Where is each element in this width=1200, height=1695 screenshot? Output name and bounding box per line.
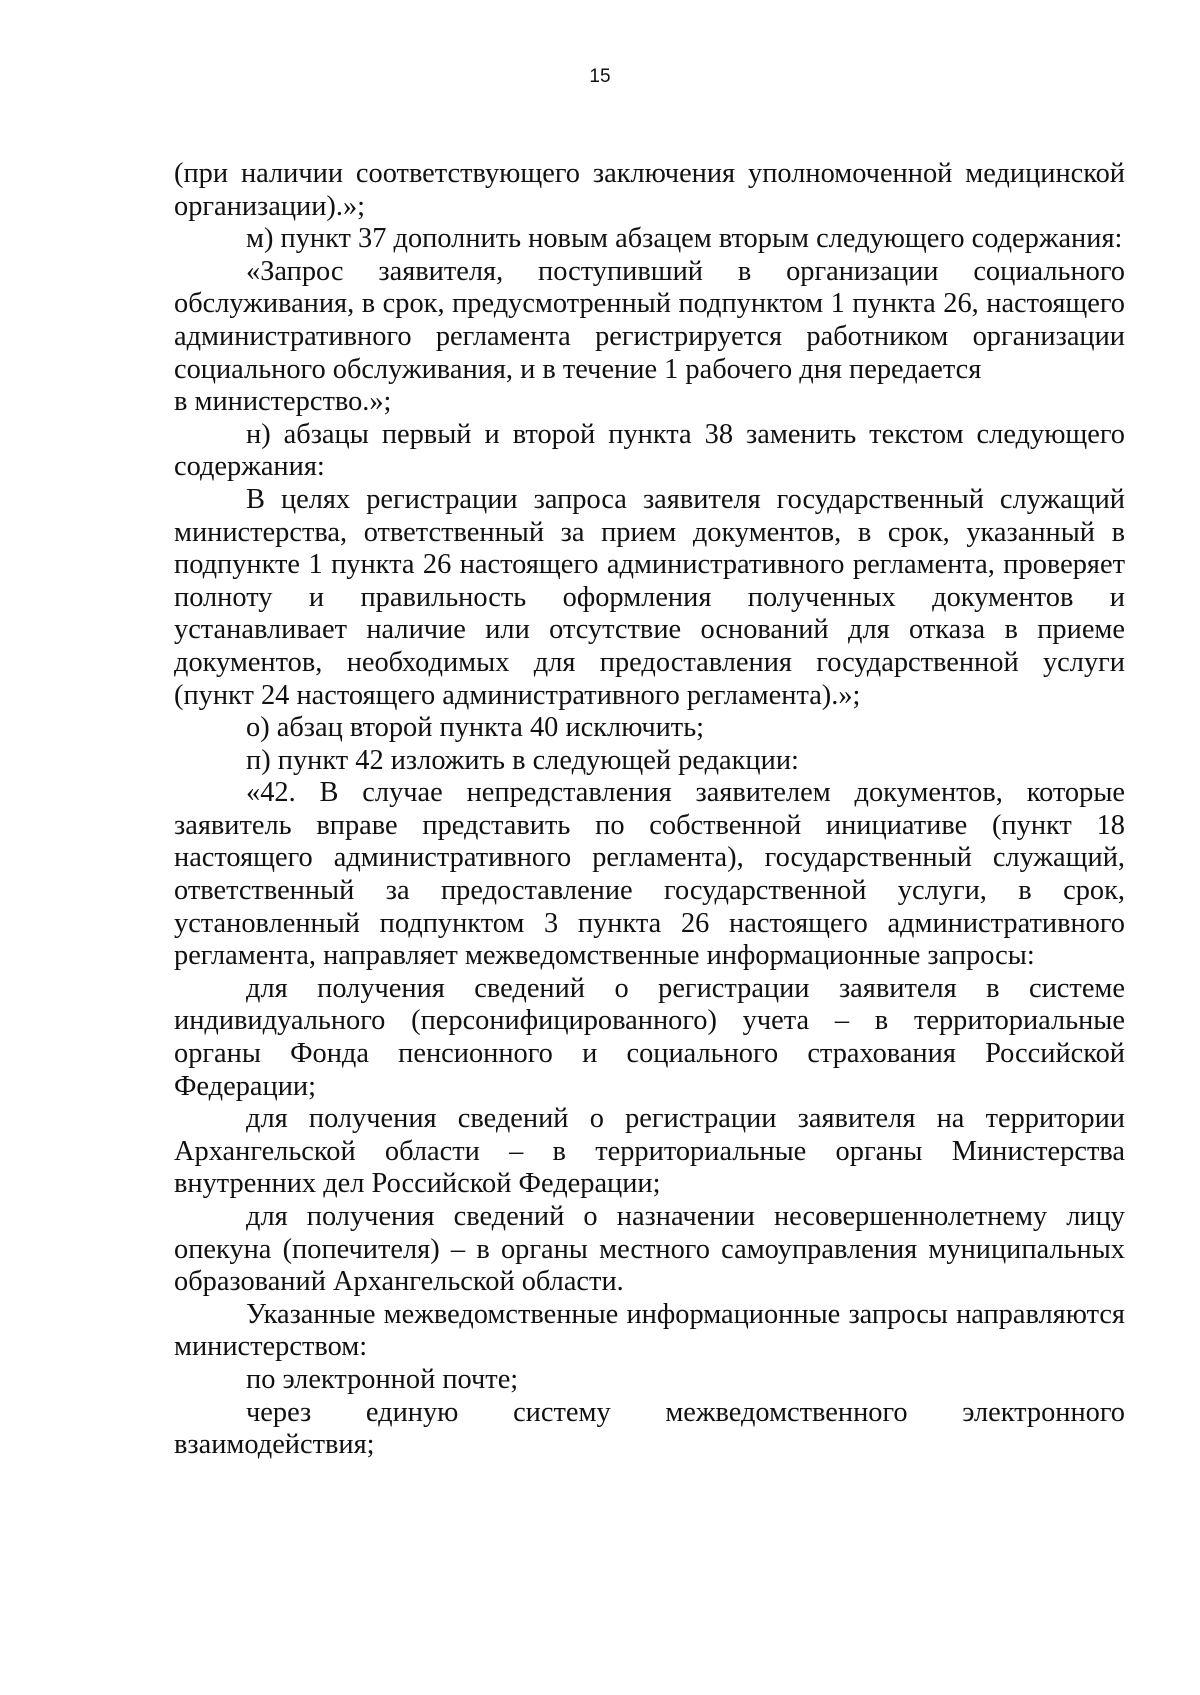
- paragraph: для получения сведений о регистрации заявителя на территории Архангельской области – в территориальные органы Министерства внутренних дел Российской Федерации;: [174, 1103, 1125, 1200]
- document-body: [174, 158, 1125, 1462]
- paragraph: «Запрос заявителя, поступивший в организации социального обслуживания, в срок, предусмотренный подпунктом 1 пункта 26, настоящего административного регламента регистрируется работником организации социального обслуживания, и в течение 1 рабочего дня передается: [174, 255, 1125, 385]
- paragraph: в министерство.»;: [174, 386, 392, 418]
- paragraph: (при наличии соответствующего заключения уполномоченной медицинской организации).»;: [174, 158, 1125, 222]
- paragraph: через единую систему межведомственного электронного взаимодействия;: [174, 1396, 1125, 1461]
- paragraph: н) абзацы первый и второй пункта 38 заменить текстом следующего содержания:: [174, 418, 1125, 483]
- paragraph: о) абзац второй пункта 40 исключить;: [246, 712, 705, 744]
- paragraph: м) пункт 37 дополнить новым абзацем вторым следующего содержания:: [246, 223, 1123, 255]
- paragraph: для получения сведений о назначении несовершеннолетнему лицу опекуна (попечителя) – в органы местного самоуправления муниципальных образований Архангельской области.: [174, 1201, 1125, 1298]
- paragraph: В целях регистрации запроса заявителя государственный служащий министерства, ответственный за прием документов, в срок, указанный в подпункте 1 пункта 26 настоящего административного регламента, проверяет полноту и правильность оформления полученных документов и устанавливает наличие или отсутствие оснований для отказа в приеме документов, необходимых для предоставления государственной услуги (пункт 24 настоящего административного регламента).»;: [174, 483, 1125, 711]
- paragraph: «42. В случае непредставления заявителем документов, которые заявитель вправе представить по собственной инициативе (пункт 18 настоящего административного регламента), государственный служащий, ответственный за предоставление государственной услуги, в срок, установленный подпунктом 3 пункта 26 настоящего административного регламента, направляет межведомственные информационные запросы:: [174, 777, 1125, 972]
- paragraph: по электронной почте;: [246, 1363, 519, 1395]
- paragraph: для получения сведений о регистрации заявителя в системе индивидуального (персонифицированного) учета – в территориальные органы Фонда пенсионного и социального страхования Российской Федерации;: [174, 972, 1125, 1102]
- paragraph: п) пункт 42 изложить в следующей редакции:: [246, 744, 799, 776]
- page-number: 15: [589, 66, 611, 87]
- paragraph: Указанные межведомственные информационные запросы направляются министерством:: [174, 1298, 1125, 1363]
